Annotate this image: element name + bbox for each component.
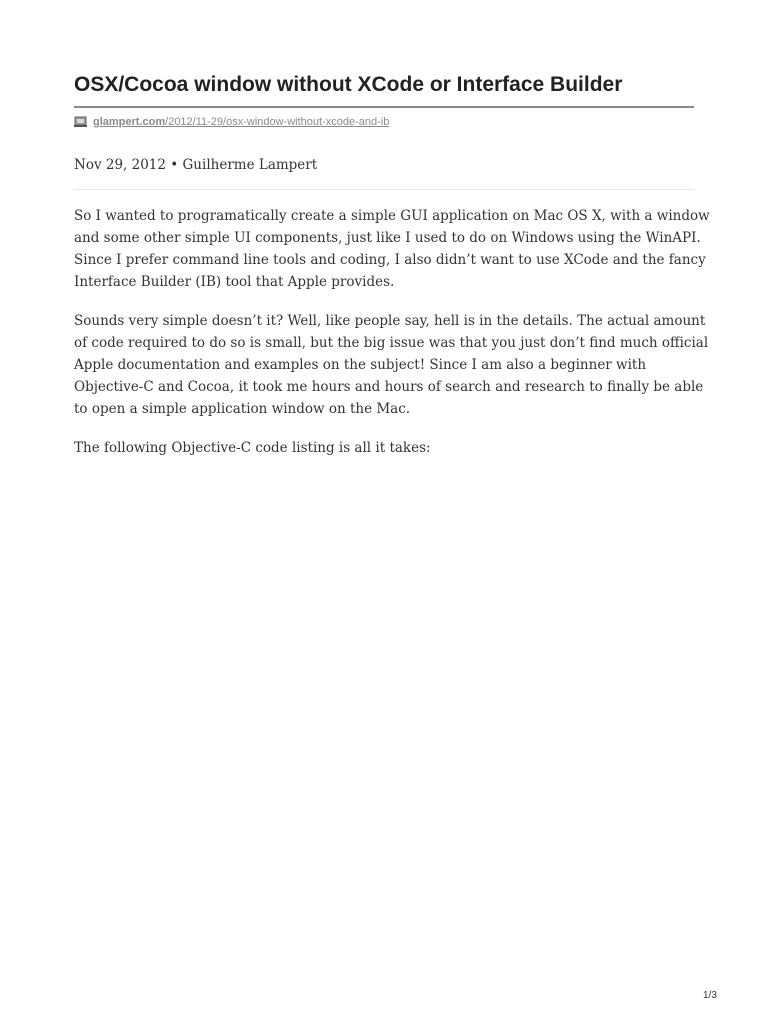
text-line: Sounds very simple doesn’t it? Well, like people say, hell is in the details. The actual amount: [74, 313, 706, 329]
text-line: and some other simple UI components, just like I used to do on Windows using the WinAPI.: [74, 230, 701, 246]
paragraph-details: [74, 310, 709, 420]
post-meta: Nov 29, 2012 • Guilherme Lampert: [74, 157, 318, 173]
paragraph-intro: [74, 205, 710, 293]
page-title: OSX/Cocoa window without XCode or Interface Builder: [74, 73, 623, 96]
text-line: So I wanted to programatically create a simple GUI application on Mac OS X, with a window: [74, 208, 710, 224]
document-icon: [74, 116, 88, 128]
source-path: /2012/11-29/osx-window-without-xcode-and-ib: [165, 116, 390, 128]
text-line: to open a simple application window on the Mac.: [74, 401, 411, 417]
text-line: Apple documentation and examples on the subject! Since I am also a beginner with: [74, 357, 647, 373]
page-number: 1/3: [703, 990, 717, 1001]
text-line: of code required to do so is small, but the big issue was that you just don’t find much official: [74, 335, 709, 351]
text-line: Since I prefer command line tools and coding, I also didn’t want to use XCode and the fancy: [74, 252, 706, 268]
meta-divider: [74, 189, 694, 190]
text-line: Objective-C and Cocoa, it took me hours and hours of search and research to finally be able: [74, 379, 704, 395]
title-divider: [74, 106, 694, 108]
paragraph-listing-intro: [74, 437, 694, 459]
article-body: [74, 205, 710, 476]
text-line: The following Objective-C code listing is all it takes:: [74, 440, 431, 456]
source-line: [74, 113, 389, 131]
source-domain: glampert.com: [93, 116, 166, 128]
source-link[interactable]: [93, 116, 389, 128]
text-line: Interface Builder (IB) tool that Apple provides.: [74, 274, 395, 290]
